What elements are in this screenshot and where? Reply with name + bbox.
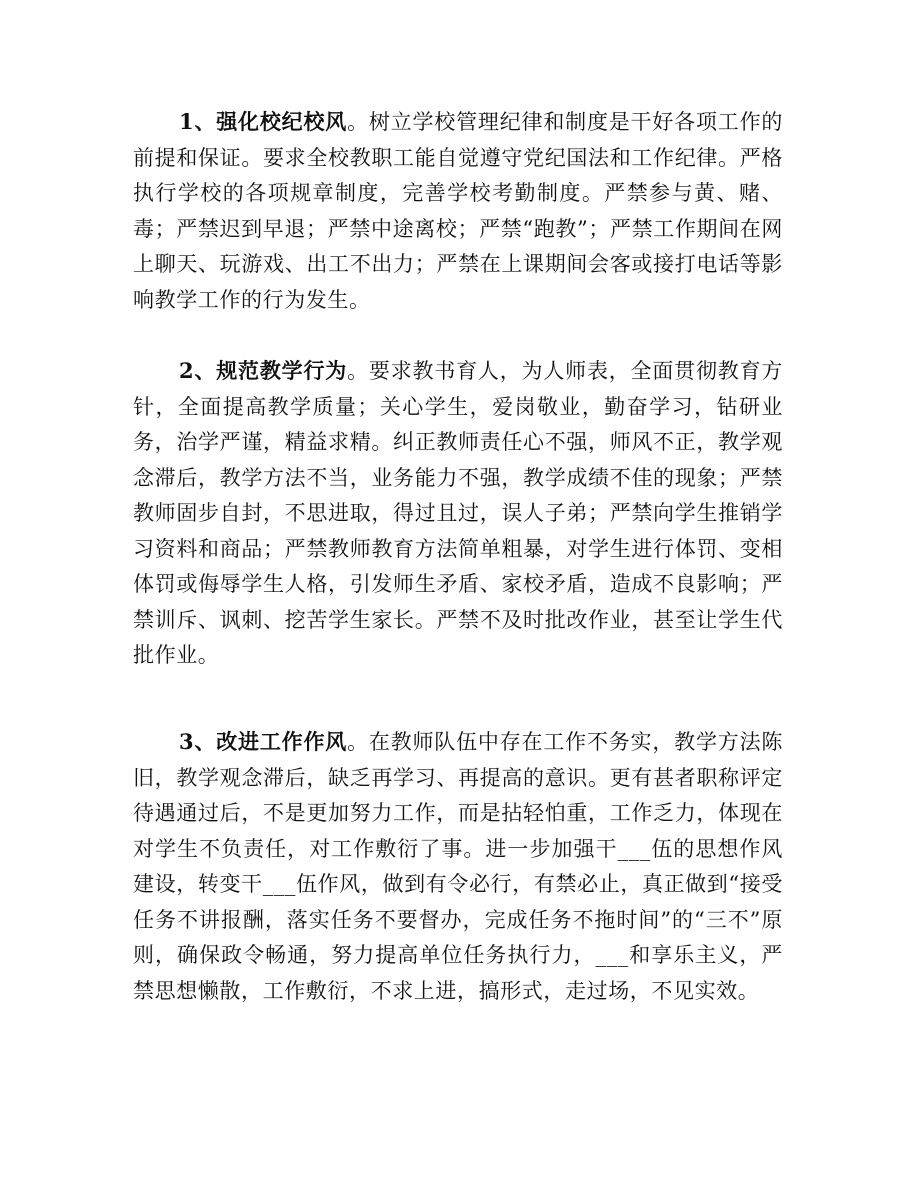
paragraph-3-heading: 3、改进工作作风 xyxy=(179,729,348,754)
paragraph-2-heading: 2、规范教学行为 xyxy=(179,358,348,383)
paragraph-1-heading: 1、强化校纪校风 xyxy=(179,109,348,134)
paragraph-3 xyxy=(133,724,783,1009)
paragraph-3-body: 。在教师队伍中存在工作不务实，教学方法陈旧，教学观念滞后，缺乏再学习、再提高的意识。更有甚者职称评定待遇通过后，不是更加努力工作，而是拈轻怕重，工作乏力，体现在对学生不负责任，对工作敷衍了事。进一步加强干___伍的思想作风建设，转变干___伍作风，做到有令必行，有禁必止，真正做到“接受任务不讲报酬，落实任务不要督办，完成任务不拖时间”的“三不”原则，确保政令畅通，努力提高单位任务执行力，___和享乐主义，严禁思想懒散，工作敷衍，不求上进，搞形式，走过场，不见实效。 xyxy=(133,730,784,1003)
paragraph-2 xyxy=(133,353,783,674)
paragraph-2-body: 。要求教书育人，为人师表，全面贯彻教育方针，全面提高教学质量；关心学生，爱岗敬业，勤奋学习，钻研业务，治学严谨，精益求精。纠正教师责任心不强，师风不正，教学观念滞后，教学方法不当，业务能力不强，教学成绩不佳的现象；严禁教师固步自封，不思进取，得过且过，误人子弟；严禁向学生推销学习资料和商品；严禁教师教育方法简单粗暴，对学生进行体罚、变相体罚或侮辱学生人格，引发师生矛盾、家校矛盾，造成不良影响；严禁训斥、讽刺、挖苦学生家长。严禁不及时批改作业，甚至让学生代批作业。 xyxy=(133,359,784,667)
paragraph-1-body: 。树立学校管理纪律和制度是干好各项工作的前提和保证。要求全校教职工能自觉遵守党纪国法和工作纪律。严格执行学校的各项规章制度，完善学校考勤制度。严禁参与黄、赌、毒；严禁迟到早退；严禁中途离校；严禁“跑教”；严禁工作期间在网上聊天、玩游戏、出工不出力；严禁在上课期间会客或接打电话等影响教学工作的行为发生。 xyxy=(133,110,784,312)
paragraph-1 xyxy=(133,104,783,318)
